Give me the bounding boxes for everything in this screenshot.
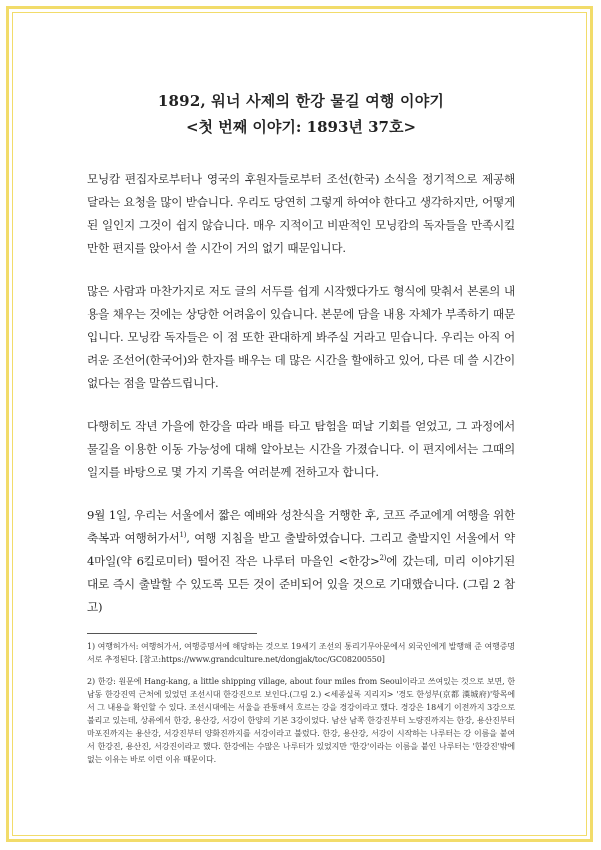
paragraph-4-part-2: , 여행 지침을 받고 출발하였습니다. 그리고 출발지인 서울에서 약 4마일(약 6킬로미터) 떨어진 작은 나루터 마을인 <한강>	[87, 531, 515, 568]
paragraph-4-part-3: 에 갔는데, 미리 이야기된 대로 즉시 출발할 수 있도록 모든 것이 준비되어 있을 것으로 기대했습니다. (그림 2 참고)	[87, 554, 515, 614]
paragraph-2: 많은 사람과 마찬가지로 저도 글의 서두를 쉽게 시작했다가도 형식에 맞춰서 본론의 내용을 채우는 것에는 상당한 어려움이 있습니다. 본문에 담을 내용 자체가 부족하기 때문입니다. 모닝캄 독자들은 이 점 또한 관대하게 봐주실 거라고 믿습니다. 우리는 아직 어려운 조선어(한국어)와 한자를 배우는 데 많은 시간을 할애하고 있어, 다른 데 쓸 시간이 없다는 점을 말씀드립니다.	[87, 284, 515, 390]
footnote-divider	[87, 633, 257, 634]
footnote-2: 2) 한강: 원문에 Hang-kang, a little shipping village, about four miles from Seoul이라고 쓰여있는 것으로 보면, 한남동 한강진역 근처에 있었던 조선시대 한강진으로 보인다.(그림 2.) <세종실록 지리지> '경도 한성부(京都 漢城府)'항목에서 그 내용을 확인할 수 있다. 조선시대에는 서울을 관통해서 흐르는 강을 경강이라고 했다. 경강은 18세기 이전까지 3강으로 불리고 있는데, 상류에서 한강, 용산강, 서강이 한양의 기본 3강이었다. 남산 남쪽 한강진부터 노량진까지는 한강, 용산진부터 마포진까지는 용산강, 서강진부터 양화진까지를 서강이라고 불렀다. 한강, 용산강, 서강이 시작하는 나루터는 강 이름을 붙여서 한강진, 용산진, 서강진이라고 했다. 한강에는 수많은 나루터가 있었지만 '한강'이라는 이름을 붙인 나루터는 '한강진'밖에 없는 이유는 바로 이런 이유 때문이다.	[87, 677, 515, 764]
footnote-ref-2[interactable]: 2)	[379, 554, 387, 563]
paragraph-1: 모닝캄 편집자로부터나 영국의 후원자들로부터 조선(한국) 소식을 정기적으로 제공해달라는 요청을 많이 받습니다. 우리도 당연히 그렇게 하여야 한다고 생각하지만, 어떻게 된 일인지 그것이 쉽지 않습니다. 매우 지적이고 비판적인 모닝캄의 독자들을 만족시킬 만한 편지를 앉아서 쓸 시간이 거의 없기 때문입니다.	[87, 172, 515, 255]
document-subtitle: <첫 번째 이야기: 1893년 37호>	[185, 118, 417, 136]
document-body	[87, 90, 515, 766]
paragraph-3: 다행히도 작년 가을에 한강을 따라 배를 타고 탐험을 떠날 기회를 얻었고, 그 과정에서 물길을 이용한 이동 가능성에 대해 알아보는 시간을 가졌습니다. 이 편지에서는 그때의 일지를 바탕으로 몇 가지 기록을 여러분께 전하고자 합니다.	[87, 419, 515, 479]
footnote-ref-1[interactable]: 1)	[179, 531, 187, 540]
paragraph-4	[87, 504, 515, 619]
document-title: 1892, 워너 사제의 한강 물길 여행 이야기	[157, 92, 445, 110]
footnote-1: 1) 여행허가서: 여행허가서, 여행증명서에 해당하는 것으로 19세기 조선의 통리기무아문에서 외국인에게 발행해 준 여행증명서로 추정된다. [참고:https://www.grandculture.net/dongjak/toc/GC08200550]	[87, 642, 515, 664]
paragraph-4-part-1: 9월 1일, 우리는 서울에서 짧은 예배와 성찬식을 거행한 후, 코프 주교에게 여행을 위한 축복과 여행허가서	[87, 508, 515, 545]
